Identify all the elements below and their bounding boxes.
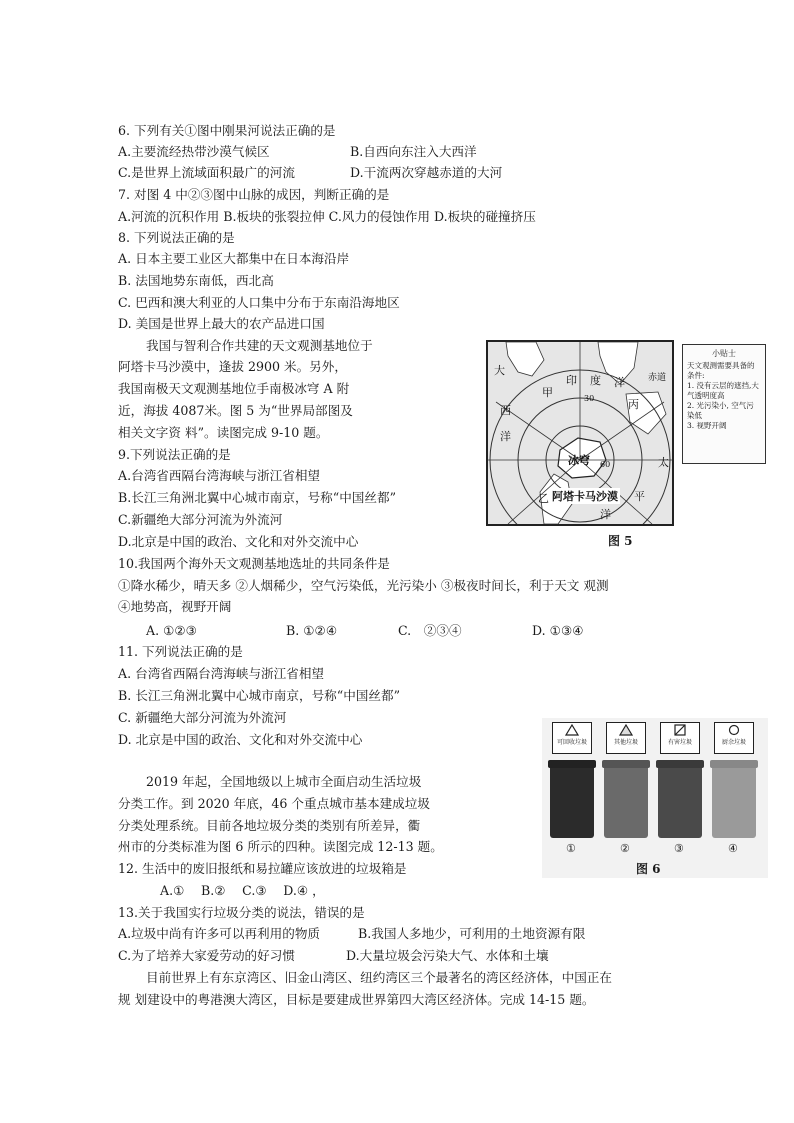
map-label-jia: 甲 xyxy=(542,386,553,399)
map-label-yang3: 洋 xyxy=(600,508,611,521)
passage-12-13-line-3: 分类处理系统。目前各地垃圾分类的类别有所差异，衢 xyxy=(118,818,421,833)
sign-hazardous-label: 有害垃圾 xyxy=(667,739,692,746)
figure-6-caption: 图 6 xyxy=(636,862,661,876)
q11-option-d: D. 北京是中国的政治、文化和对外交流中心 xyxy=(118,732,363,747)
q7-options: A.河流的沉积作用 B.板块的张裂拉伸 C.风力的侵蚀作用 D.板块的碰撞挤压 xyxy=(118,209,536,224)
sign-kitchen xyxy=(714,722,754,754)
q10-option-d: D. ①③④ xyxy=(532,623,584,638)
map-label-ice-dome: 冰穹 xyxy=(568,454,590,467)
figure-5-caption: 图 5 xyxy=(608,534,633,548)
question-7-stem: 7. 对图 4 中②③图中山脉的成因，判断正确的是 xyxy=(118,187,390,202)
q6-option-d: D.干流两次穿越赤道的大河 xyxy=(350,165,503,180)
tip-condition-1: 1. 没有云层的遮挡,大气透明度高 xyxy=(687,381,759,400)
q8-option-c: C. 巴西和澳大利亚的人口集中分布于东南沿海地区 xyxy=(118,295,400,310)
q10-option-c: C. ②③④ xyxy=(398,623,462,638)
bin-lid xyxy=(548,760,596,768)
sign-kitchen-label: 厨余垃圾 xyxy=(721,739,746,746)
q9-option-b: B.长江三角洲北翼中心城市南京，号称“中国丝都” xyxy=(118,490,397,505)
q13-option-d: D.大量垃圾会污染大气、水体和土壤 xyxy=(346,948,549,963)
map-label-yang: 洋 xyxy=(500,430,511,443)
passage-9-10-line-1: 我国与智利合作共建的天文观测基地位于 xyxy=(146,338,373,353)
figure-5 xyxy=(486,340,770,552)
passage-12-13-line-1: 2019 年起，全国地级以上城市全面启动生活垃圾 xyxy=(146,774,422,789)
sign-other-label: 其他垃圾 xyxy=(613,739,638,746)
question-9-stem: 9.下列说法正确的是 xyxy=(118,447,231,462)
map-label-da: 大 xyxy=(494,364,505,377)
q11-option-b: B. 长江三角洲北翼中心城市南京，号称“中国丝都” xyxy=(118,688,401,703)
q8-option-d: D. 美国是世界上最大的农产品进口国 xyxy=(118,316,325,331)
question-12-stem: 12. 生活中的废旧报纸和易拉罐应该放进的垃圾箱是 xyxy=(118,861,407,876)
passage-12-13-line-2: 分类工作。到 2020 年底，46 个重点城市基本建成垃圾 xyxy=(118,796,430,811)
bin-lid xyxy=(656,760,704,768)
map-label-yin: 印 xyxy=(566,374,577,387)
q11-option-a: A. 台湾省西隔台湾海峡与浙江省相望 xyxy=(118,666,325,681)
tip-box xyxy=(682,344,766,464)
question-13-stem: 13.关于我国实行垃圾分类的说法，错误的是 xyxy=(118,905,365,920)
tip-title: 小贴士 xyxy=(712,349,736,358)
map-label-du: 度 xyxy=(590,374,601,387)
map-label-xi: 西 xyxy=(500,404,511,417)
map-label-equator: 赤道 xyxy=(648,373,667,383)
map-label-yi: 乙 xyxy=(538,492,549,505)
bin-kitchen xyxy=(712,764,756,838)
map-label-lat30: 30 xyxy=(584,394,595,403)
sign-recyclable-label: 可回收垃圾 xyxy=(556,739,587,746)
passage-14-15-line-1: 目前世界上有东京湾区、旧金山湾区、纽约湾区三个最著名的湾区经济体，中国正在 xyxy=(146,970,612,985)
q13-option-b: B.我国人多地少，可利用的土地资源有限 xyxy=(358,926,586,941)
bin-number-1: ① xyxy=(566,842,576,855)
tip-condition-2: 2. 光污染小, 空气污染低 xyxy=(687,401,754,420)
q10-option-b: B. ①②④ xyxy=(286,623,338,638)
q6-option-a: A.主要流经热带沙漠气候区 xyxy=(118,144,270,159)
bin-number-2: ② xyxy=(620,842,630,855)
bin-lid xyxy=(710,760,758,768)
map-label-yang2: 洋 xyxy=(614,376,625,389)
bin-number-3: ③ xyxy=(674,842,684,855)
q6-option-c: C.是世界上流域面积最广的河流 xyxy=(118,165,295,180)
tip-intro: 天文观测需要具备的条件: xyxy=(687,361,755,380)
q11-option-c: C. 新疆绝大部分河流为外流河 xyxy=(118,710,287,725)
map-label-bing: 丙 xyxy=(628,398,639,411)
q9-option-c: C.新疆绝大部分河流为外流河 xyxy=(118,512,283,527)
recycle-icon xyxy=(565,724,579,736)
q13-option-c: C.为了培养大家爱劳动的好习惯 xyxy=(118,948,295,963)
bin-other xyxy=(604,764,648,838)
passage-14-15-line-2: 规 划建设中的粤港澳大湾区，目标是要建成世界第四大湾区经济体。完成 14-15 题。 xyxy=(118,992,595,1007)
question-8-stem: 8. 下列说法正确的是 xyxy=(118,230,235,245)
map-label-tai: 太 xyxy=(658,456,669,469)
q10-option-a: A. ①②③ xyxy=(146,623,197,638)
bin-number-4: ④ xyxy=(728,842,738,855)
passage-12-13-line-4: 州市的分类标准为图 6 所示的四种。读图完成 12-13 题。 xyxy=(118,839,443,854)
question-6-stem: 6. 下列有关①图中刚果河说法正确的是 xyxy=(118,123,336,138)
map-label-lat60: 60 xyxy=(600,460,611,469)
question-11-stem: 11. 下列说法正确的是 xyxy=(118,644,243,659)
sign-recyclable xyxy=(552,722,592,754)
q12-options: A.① B.② C.③ D.④ ， xyxy=(160,883,325,898)
q8-option-a: A. 日本主要工业区大都集中在日本海沿岸 xyxy=(118,251,350,266)
bin-recyclable xyxy=(550,764,594,838)
passage-9-10-line-5: 相关文字资 料”。读图完成 9-10 题。 xyxy=(118,425,329,440)
bin-lid xyxy=(602,760,650,768)
passage-9-10-line-3: 我国南极天文观测基地位手南极冰穹 A 附 xyxy=(118,381,350,396)
question-10-stem: 10.我国两个海外天文观测基地选址的共同条件是 xyxy=(118,556,390,571)
passage-9-10-line-4: 近，海拔 4087米。图 5 为“世界局部图及 xyxy=(118,403,353,418)
tip-condition-3: 3. 视野开阔 xyxy=(687,421,727,430)
sign-hazardous xyxy=(660,722,700,754)
map-label-ping: 平 xyxy=(634,490,645,503)
q10-conditions: ①降水稀少，晴天多 ②人烟稀少，空气污染低，光污染小 ③极夜时间长，利于天文 观测 xyxy=(118,578,609,593)
map-label-atacama: 阿塔卡马沙漠 xyxy=(552,490,618,503)
passage-9-10-line-2: 阿塔卡马沙漠中，逢拔 2900 米。另外， xyxy=(118,359,347,374)
figure-6 xyxy=(542,718,768,878)
polar-map xyxy=(486,340,674,526)
kitchen-waste-icon xyxy=(727,724,741,736)
sign-other xyxy=(606,722,646,754)
q6-option-b: B.自西向东注入大西洋 xyxy=(350,144,477,159)
bin-hazardous xyxy=(658,764,702,838)
hazardous-waste-icon xyxy=(673,724,687,736)
other-waste-icon xyxy=(619,724,633,736)
q9-option-a: A.台湾省西隔台湾海峡与浙江省相望 xyxy=(118,468,321,483)
q10-condition-4: ④地势高，视野开阔 xyxy=(118,599,232,614)
q13-option-a: A.垃圾中尚有许多可以再利用的物质 xyxy=(118,926,321,941)
q8-option-b: B. 法国地势东南低，西北高 xyxy=(118,273,274,288)
q9-option-d: D.北京是中国的政治、文化和对外交流中心 xyxy=(118,534,359,549)
